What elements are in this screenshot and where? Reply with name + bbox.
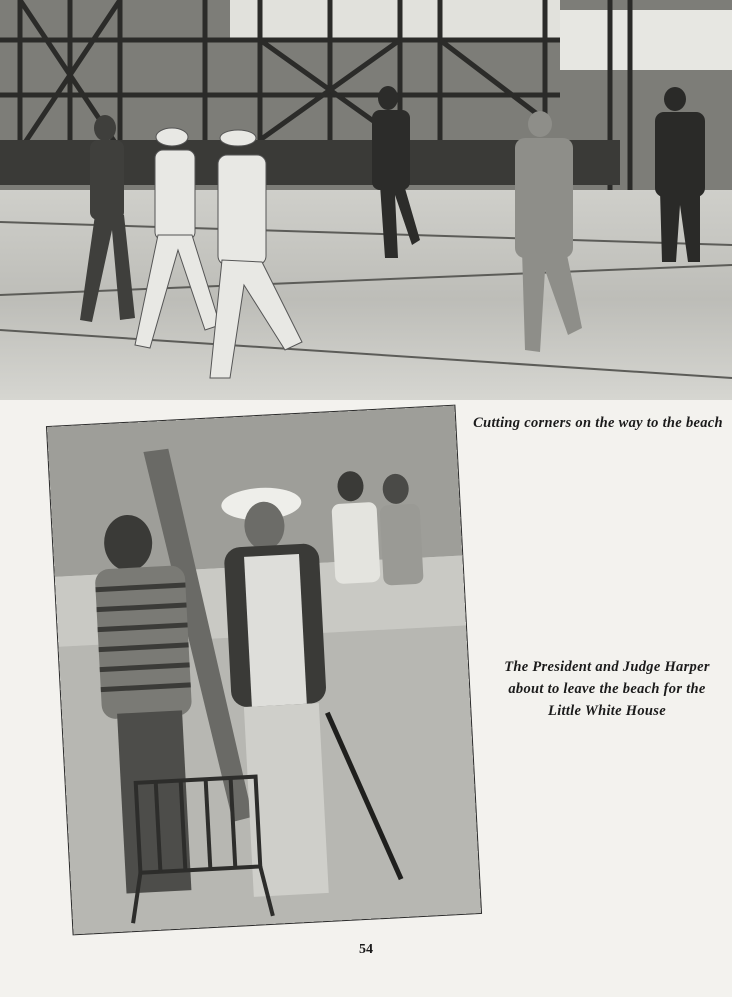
caption-top: Cutting corners on the way to the beach: [473, 415, 723, 431]
dock-scene: [0, 0, 732, 400]
dock-walking-photo: [0, 0, 732, 400]
beach-scene: [47, 406, 481, 935]
page-number: 54: [359, 942, 373, 957]
beach-photo: [47, 406, 481, 935]
caption-bottom: The President and Judge Harper about to leave the beach for the Little White House: [504, 659, 710, 719]
